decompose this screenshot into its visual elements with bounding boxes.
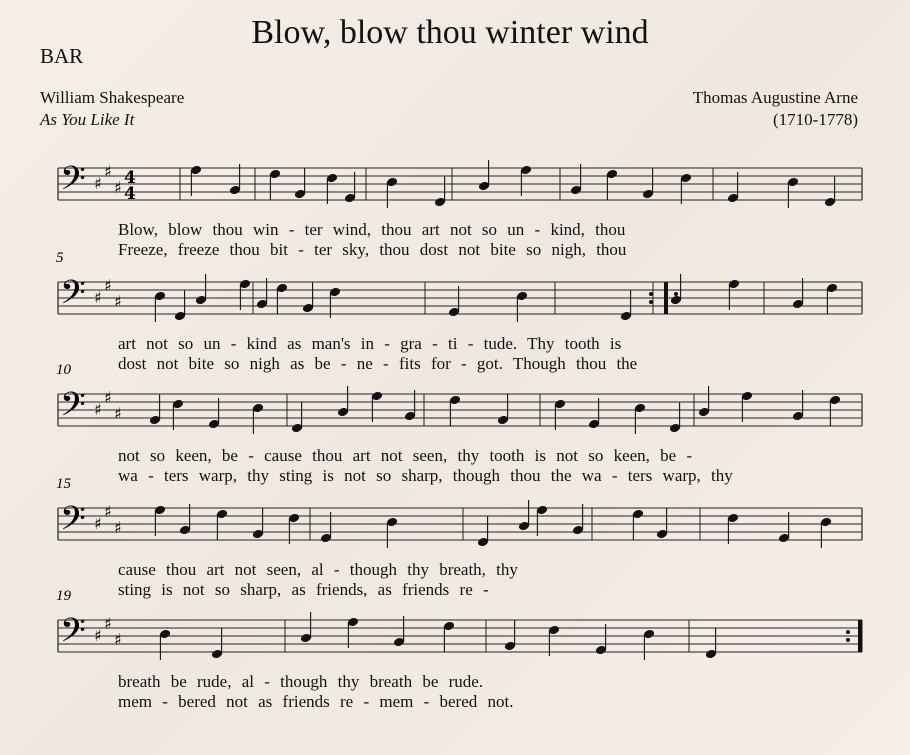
composer-dates: (1710-1778) bbox=[773, 110, 858, 129]
measure-number: 19 bbox=[56, 588, 71, 604]
repeat-dot bbox=[674, 300, 678, 304]
sharp-icon: ♯ bbox=[94, 400, 102, 419]
bass-clef-icon: 𝄢 bbox=[60, 274, 86, 320]
measure-number: 10 bbox=[56, 362, 71, 378]
staff-system bbox=[56, 476, 862, 548]
repeat-thick-barline bbox=[664, 282, 668, 314]
sharp-icon: ♯ bbox=[94, 174, 102, 193]
lyric-verse-1: cause thou art not seen, al - though thy breath, thy bbox=[118, 560, 518, 579]
source-play: As You Like It bbox=[40, 110, 135, 129]
sharp-icon: ♯ bbox=[114, 518, 122, 537]
sharp-icon: ♯ bbox=[104, 162, 112, 181]
time-signature-top: 4 bbox=[124, 168, 136, 188]
repeat-dot bbox=[649, 300, 653, 304]
repeat-dot bbox=[846, 630, 850, 634]
sharp-icon: ♯ bbox=[104, 276, 112, 295]
staff-system bbox=[58, 160, 862, 208]
repeat-dot bbox=[846, 638, 850, 642]
lyric-verse-2: wa - ters warp, thy sting is not so sharp, though thou the wa - ters warp, thy bbox=[118, 466, 733, 485]
bass-clef-icon: 𝄢 bbox=[60, 500, 86, 546]
lyric-verse-2: dost not bite so nigh as be - ne - fits for - got. Though thou the bbox=[118, 354, 638, 373]
sharp-icon: ♯ bbox=[114, 178, 122, 197]
lyric-verse-2: sting is not so sharp, as friends, as friends re - bbox=[118, 580, 489, 599]
lyric-verse-1: breath be rude, al - though thy breath be rude. bbox=[118, 672, 484, 691]
lyric-verse-1: art not so un - kind as man's in - gra - ti - tude. Thy tooth is bbox=[118, 334, 622, 353]
lyric-verse-1: Blow, blow thou win - ter wind, thou art not so un - kind, thou bbox=[118, 220, 626, 239]
lyric-verse-2: Freeze, freeze thou bit - ter sky, thou dost not bite so nigh, thou bbox=[118, 240, 627, 259]
sharp-icon: ♯ bbox=[104, 502, 112, 521]
song-title: Blow, blow thou winter wind bbox=[251, 14, 649, 51]
sharp-icon: ♯ bbox=[114, 404, 122, 423]
staff-system bbox=[56, 250, 862, 322]
lyric-verse-1: not so keen, be - cause thou art not seen, thy tooth is not so keen, be - bbox=[118, 446, 693, 465]
bass-clef-icon: 𝄢 bbox=[60, 612, 86, 658]
sharp-icon: ♯ bbox=[114, 292, 122, 311]
composer-name: Thomas Augustine Arne bbox=[692, 88, 858, 107]
bass-clef-icon: 𝄢 bbox=[60, 160, 86, 206]
bass-clef-icon: 𝄢 bbox=[60, 386, 86, 432]
poet-name: William Shakespeare bbox=[40, 88, 185, 107]
measure-number: 15 bbox=[56, 476, 71, 492]
sharp-icon: ♯ bbox=[94, 288, 102, 307]
repeat-dot bbox=[674, 292, 678, 296]
part-label: BAR bbox=[40, 44, 84, 68]
sharp-icon: ♯ bbox=[94, 514, 102, 533]
sharp-icon: ♯ bbox=[104, 388, 112, 407]
sharp-icon: ♯ bbox=[94, 626, 102, 645]
lyric-verse-2: mem - bered not as friends re - mem - bered not. bbox=[118, 692, 514, 711]
sharp-icon: ♯ bbox=[104, 614, 112, 633]
final-thick-barline bbox=[858, 620, 862, 652]
repeat-dot bbox=[649, 292, 653, 296]
sharp-icon: ♯ bbox=[114, 630, 122, 649]
time-signature-bottom: 4 bbox=[124, 184, 136, 204]
measure-number: 5 bbox=[56, 250, 64, 266]
